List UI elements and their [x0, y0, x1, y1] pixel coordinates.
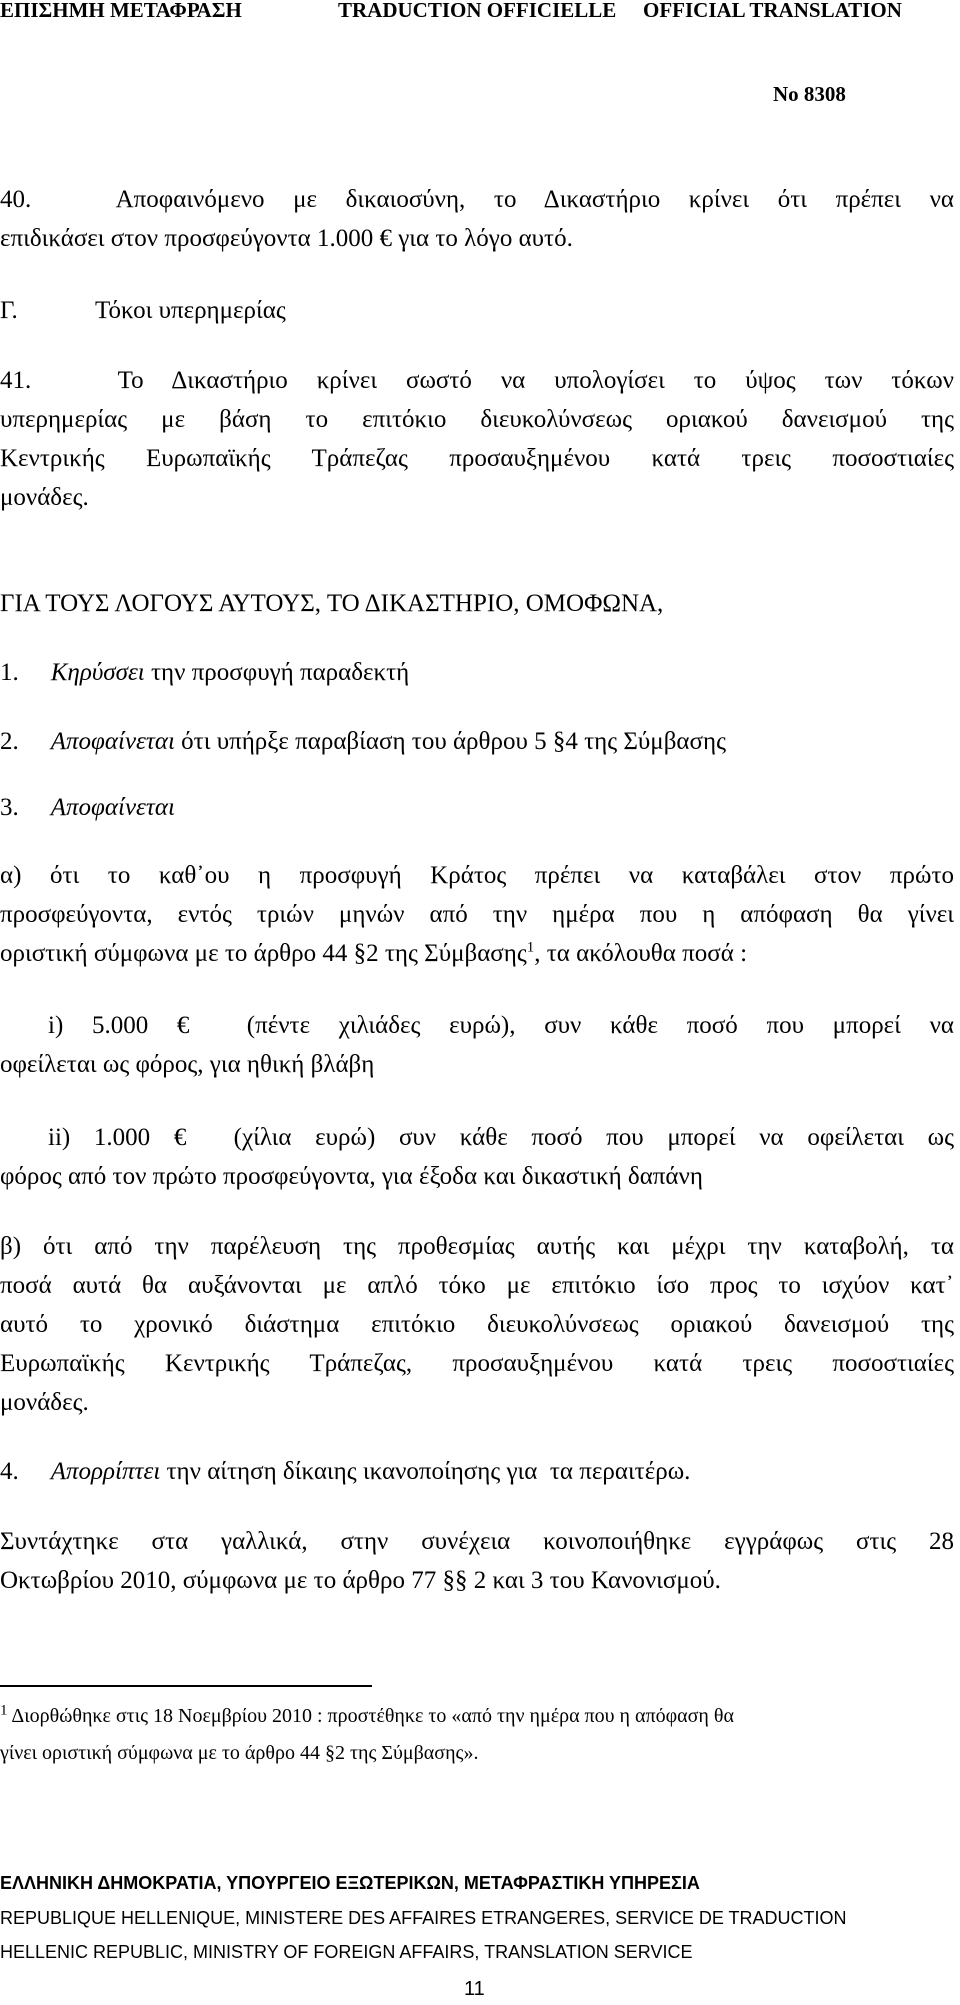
operative-heading: ΓΙΑ ΤΟΥΣ ΛΟΓΟΥΣ ΑΥΤΟΥΣ, ΤΟ ΔΙΚΑΣΤΗΡΙΟ, ΟΜΟΦΩΝΑ, — [0, 590, 664, 617]
item-text: την προσφυγή παραδεκτή — [144, 659, 410, 686]
paragraph-41-line: μονάδες. — [0, 484, 89, 511]
subitem-b-line: Ευρωπαϊκής Κεντρικής Τράπεζας, προσαυξημένου κατά τρεις ποσοστιαίες — [0, 1350, 954, 1377]
footer-line-english: HELLENIC REPUBLIC, MINISTRY OF FOREIGN AFFAIRS, TRANSLATION SERVICE — [0, 1942, 693, 1962]
item-verb: Αποφαίνεται — [50, 728, 175, 755]
paragraph-41-line: Κεντρικής Ευρωπαϊκής Τράπεζας προσαυξημένου κατά τρεις ποσοστιαίες — [0, 445, 954, 472]
page-number: 11 — [464, 1978, 485, 2000]
item-text: την αίτηση δίκαιης ικανοποίησης για τα περαιτέρω. — [160, 1458, 691, 1485]
header-center: TRADUCTION OFFICIELLE — [338, 0, 617, 22]
item-number: 1. — [0, 659, 19, 686]
footnote-mark: 1 — [0, 1702, 8, 1719]
subitem-i-line: i) 5.000 € (πέντε χιλιάδες ευρώ), συν κάθε ποσό που μπορεί να — [48, 1012, 954, 1039]
footer-line-french: REPUBLIQUE HELLENIQUE, MINISTERE DES AFFAIRES ETRANGERES, SERVICE DE TRADUCTION — [0, 1908, 847, 1928]
operative-item-4 — [0, 1452, 690, 1491]
document-number: No 8308 — [773, 82, 846, 106]
subitem-b-line: αυτό το χρονικό διάστημα επιτόκιο διευκολύνσεως οριακού δανεισμού της — [0, 1311, 954, 1338]
paragraph-41-line: 41. Το Δικαστήριο κρίνει σωστό να υπολογίσει το ύψος των τόκων — [0, 367, 954, 394]
item-number: 4. — [0, 1458, 19, 1485]
paragraph-40-line: 40. Αποφαινόμενο με δικαιοσύνη, το Δικαστήριο κρίνει ότι πρέπει να — [0, 186, 954, 213]
item-text: ότι υπήρξε παραβίαση του άρθρου 5 §4 της Σύμβασης — [174, 728, 726, 755]
item-verb: Αποφαίνεται — [50, 794, 175, 821]
footnote-separator — [0, 1685, 372, 1687]
subitem-b-line: ποσά αυτά θα αυξάνονται με απλό τόκο με επιτόκιο ίσο προς το ισχύον κατ᾽ — [0, 1272, 954, 1299]
subitem-ii-line: ii) 1.000 € (χίλια ευρώ) συν κάθε ποσό που μπορεί να οφείλεται ως — [48, 1124, 954, 1151]
header-left: ΕΠΙΣΗΜΗ ΜΕΤΑΦΡΑΣΗ — [0, 0, 242, 22]
footnote-text: Διορθώθηκε στις 18 Νοεμβρίου 2010 : προστέθηκε το «από την ημέρα που η απόφαση θα — [7, 1705, 734, 1727]
subitem-a-line — [0, 934, 747, 973]
subitem-b-line: μονάδες. — [0, 1389, 89, 1416]
operative-item-2 — [0, 722, 726, 761]
item-verb: Κηρύσσει — [50, 659, 145, 686]
subitem-i-line: οφείλεται ως φόρος, για ηθική βλάβη — [0, 1051, 375, 1078]
footer-line-greek: ΕΛΛΗΝΙΚΗ ΔΗΜΟΚΡΑΤΙΑ, ΥΠΟΥΡΓΕΙΟ ΕΞΩΤΕΡΙΚΩΝ, ΜΕΤΑΦΡΑΣΤΙΚΗ ΥΠΗΡΕΣΙΑ — [0, 1873, 700, 1893]
operative-item-1 — [0, 653, 409, 692]
item-number: 3. — [0, 794, 19, 821]
footnote-line: γίνει οριστική σύμφωνα με το άρθρο 44 §2 της Σύμβασης». — [0, 1742, 479, 1764]
operative-item-3 — [0, 788, 175, 827]
footnote — [0, 1699, 734, 1733]
subitem-b-line: β) ότι από την παρέλευση της προθεσμίας αυτής και μέχρι την καταβολή, τα — [0, 1233, 954, 1260]
item-number: 2. — [0, 728, 19, 755]
item-verb: Απορρίπτει — [50, 1458, 161, 1485]
subitem-a-text: , τα ακόλουθα ποσά : — [534, 940, 748, 967]
closing-line: Οκτωβρίου 2010, σύμφωνα με το άρθρο 77 §§ 2 και 3 του Κανονισμού. — [0, 1567, 721, 1594]
subitem-a-line: προσφεύγοντα, εντός τριών μηνών από την ημέρα που η απόφαση θα γίνει — [0, 901, 954, 928]
section-title: Τόκοι υπερημερίας — [95, 297, 286, 324]
subitem-a-line: α) ότι το καθ᾽ου η προσφυγή Κράτος πρέπει να καταβάλει στον πρώτο — [0, 862, 954, 889]
paragraph-41-line: υπερημερίας με βάση το επιτόκιο διευκολύνσεως οριακού δανεισμού της — [0, 406, 954, 433]
paragraph-40-line: επιδικάσει στον προσφεύγοντα 1.000 € για το λόγο αυτό. — [0, 225, 573, 252]
subitem-ii-line: φόρος από τον πρώτο προσφεύγοντα, για έξοδα και δικαστική δαπάνη — [0, 1163, 703, 1190]
section-number: Γ. — [0, 297, 18, 324]
closing-line: Συντάχτηκε στα γαλλικά, στην συνέχεια κοινοποιήθηκε εγγράφως στις 28 — [0, 1528, 954, 1555]
footnote-reference: 1 — [526, 939, 535, 956]
header-right: OFFICIAL TRANSLATION — [643, 0, 902, 22]
subitem-a-text: οριστική σύμφωνα με το άρθρο 44 §2 της Σύμβασης — [0, 940, 527, 967]
